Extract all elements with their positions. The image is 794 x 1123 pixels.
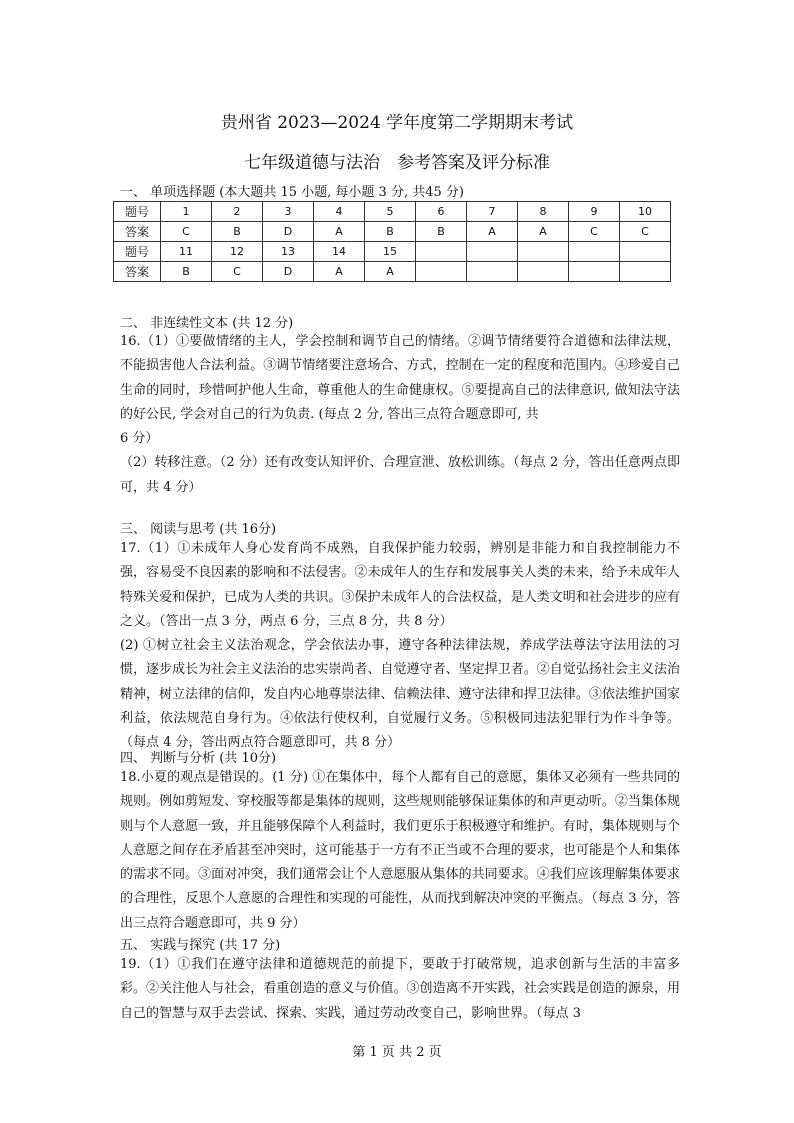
- table-cell: 10: [620, 202, 671, 222]
- table-cell: 9: [569, 202, 620, 222]
- table-row: [114, 242, 671, 262]
- table-cell: 4: [314, 202, 365, 222]
- q19-part1: 19.（1）①我们在遵守法律和道德规范的前提下，要敢于打破常规，追求创新与生活的丰富多彩。②关注他人与社会，看重创造的意义与价值。③创造离不开实践，社会实践是创造的源泉，用自己的智慧与双手去尝试、探索、实践，通过劳动改变自己，影响世界。（每点 3: [120, 957, 680, 1021]
- q17-part2: (2) ①树立社会主义法治观念，学会依法办事，遵守各种法律法规，养成学法尊法守法用法的习惯，逐步成长为社会主义法治的忠实崇尚者、自觉遵守者、坚定捍卫者。②自觉弘扬社会主义法治精神，树立法律的信仰，发自内心地尊崇法律、信赖法律、遵守法律和捍卫法律。③依法维护国家利益，依法规范自身行为。④依法行使权利，自觉履行义务。⑤积极同违法犯罪行为作斗争等。（每点 4 分，答出两点符合题意即可，共 8 分）: [120, 638, 680, 751]
- section2-heading: 二、 非连续性文本 (共 12 分): [120, 316, 294, 331]
- table-cell: 2: [212, 202, 263, 222]
- table-cell: A: [467, 222, 518, 242]
- table-cell: B: [212, 222, 263, 242]
- table-row: [114, 222, 671, 242]
- table-cell: [467, 242, 518, 262]
- table-cell: 3: [263, 202, 314, 222]
- section3-heading: 三、 阅读与思考 (共 16分): [120, 522, 277, 537]
- table-cell: D: [263, 262, 314, 282]
- question-18: [120, 766, 680, 936]
- table-cell: 1: [161, 202, 212, 222]
- table-cell: [518, 262, 569, 282]
- table-cell: 5: [365, 202, 416, 222]
- table-cell: B: [365, 222, 416, 242]
- q16-part1-end: 6 分）: [120, 431, 159, 447]
- table-cell: [416, 262, 467, 282]
- q16-part2: （2）转移注意。（2 分）还有改变认知评价、合理宣泄、放松训练。（每点 2 分，答出任意两点即可，共 4 分）: [120, 455, 680, 495]
- table-cell: [620, 242, 671, 262]
- table-cell: [569, 262, 620, 282]
- table-cell: B: [416, 222, 467, 242]
- table-cell: 12: [212, 242, 263, 262]
- table-cell: C: [212, 262, 263, 282]
- table-cell: A: [314, 222, 365, 242]
- table-cell: 15: [365, 242, 416, 262]
- table-cell: 14: [314, 242, 365, 262]
- row-label: 题号: [114, 242, 161, 262]
- table-cell: C: [569, 222, 620, 242]
- q16-part1: 16.（1）①要做情绪的主人，学会控制和调节自己的情绪。②调节情绪要符合道德和法律法规，不能损害他人合法利益。③调节情绪要注意场合、方式，控制在一定的程度和范围内。④珍爱自己生命的同时，珍惜呵护他人生命，尊重他人的生命健康权。⑤要提高自己的法律意识, 做知法守法的好公民, 学会对自己的行为负责. (每点 2 分, 答出三点符合题意即可, 共: [120, 334, 680, 422]
- table-cell: 13: [263, 242, 314, 262]
- question-16: [120, 330, 680, 500]
- table-cell: [467, 262, 518, 282]
- table-cell: A: [518, 222, 569, 242]
- table-cell: 11: [161, 242, 212, 262]
- table-cell: B: [161, 262, 212, 282]
- table-cell: [416, 242, 467, 262]
- page-footer: 第 1 页 共 2 页: [352, 1045, 442, 1060]
- table-cell: 6: [416, 202, 467, 222]
- exam-subtitle: 七年级道德与法治 参考答案及评分标准: [244, 153, 550, 173]
- section5-heading: 五、 实践与探究 (共 17 分): [120, 938, 281, 953]
- table-cell: C: [161, 222, 212, 242]
- table-cell: [569, 242, 620, 262]
- section1-heading: 一、 单项选择题 (本大题共 15 小题, 每小题 3 分, 共45 分): [120, 185, 464, 200]
- table-cell: 8: [518, 202, 569, 222]
- table-cell: C: [620, 222, 671, 242]
- table-cell: [620, 262, 671, 282]
- table-cell: A: [314, 262, 365, 282]
- table-cell: D: [263, 222, 314, 242]
- exam-title: 贵州省 2023—2024 学年度第二学期期末考试: [220, 113, 574, 133]
- question-19: [120, 953, 680, 1026]
- question-17: [120, 537, 680, 756]
- row-label: 答案: [114, 222, 161, 242]
- section4-heading: 四、 判断与分析 (共 10分): [120, 751, 277, 766]
- q17-part1: 17.（1）①未成年人身心发育尚不成熟，自我保护能力较弱，辨别是非能力和自我控制能力不强，容易受不良因素的影响和不法侵害。②未成年人的生存和发展事关人类的未来，给予未成年人特殊关爱和保护，已成为人类的共识。③保护未成年人的合法权益，是人类文明和社会进步的应有之义。（答出一点 3 分，两点 6 分，三点 8 分，共 8 分）: [120, 541, 680, 629]
- table-cell: [518, 242, 569, 262]
- table-cell: 7: [467, 202, 518, 222]
- answer-table: [113, 201, 671, 282]
- table-cell: A: [365, 262, 416, 282]
- row-label: 题号: [114, 202, 161, 222]
- table-row: [114, 202, 671, 222]
- table-row: [114, 262, 671, 282]
- row-label: 答案: [114, 262, 161, 282]
- q18-text: 18.小夏的观点是错误的。(1 分) ①在集体中，每个人都有自己的意愿，集体又必须有一些共同的规则。例如剪短发、穿校服等都是集体的规则，这些规则能够保证集体的和声更动听。②当集体规则与个人意愿一致，并且能够保障个人利益时，我们更乐于积极遵守和维护。有时，集体规则与个人意愿之间存在矛盾甚至冲突时，这可能基于一方有不正当或不合理的要求，也可能是个人和集体的需求不同。③面对冲突，我们通常会让个人意愿服从集体的共同要求。④我们应该理解集体要求的合理性，反思个人意愿的合理性和实现的可能性，从而找到解决冲突的平衡点。（每点 3 分，答出三点符合题意即可，共 9 分）: [120, 770, 680, 931]
